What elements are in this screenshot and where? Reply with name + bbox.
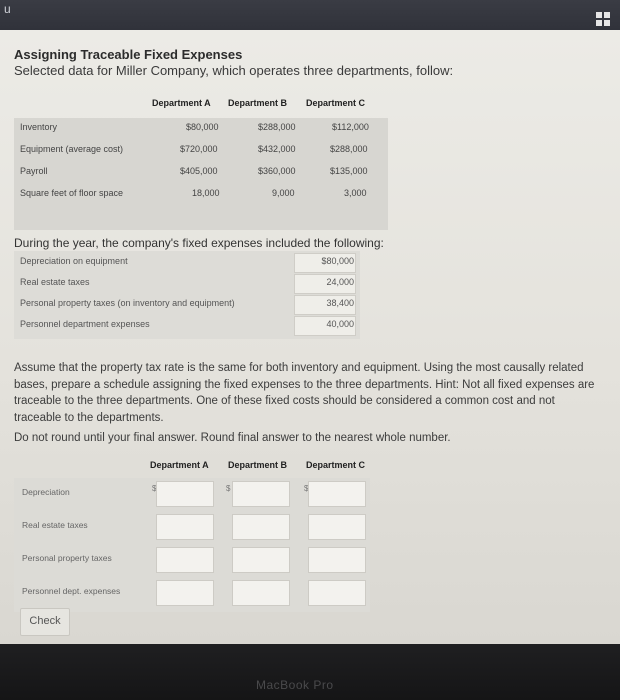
data-table-header [14,94,388,114]
expense-label: Real estate taxes [20,277,90,287]
cell-value: $288,000 [330,144,368,154]
dollar-sign: $ [226,484,231,493]
answer-row-personal-property-taxes [14,544,370,577]
expense-value: 40,000 [326,319,354,329]
ans-col-header-dept-a: Department A [150,460,209,470]
dollar-sign: $ [304,484,309,493]
cell-value: $288,000 [258,122,296,132]
answer-row-label: Real estate taxes [22,520,88,530]
answer-table-header [150,458,390,474]
expense-row [14,294,360,315]
ans-col-header-dept-c: Department C [306,460,366,470]
cell-value: $360,000 [258,166,296,176]
answer-row-depreciation [14,478,370,511]
expense-label: Personnel department expenses [20,319,150,329]
browser-top-bar [0,0,620,30]
cell-value: 3,000 [344,188,367,198]
cell-value: $135,000 [330,166,368,176]
device-brand-label: MacBook Pro [256,678,334,692]
ans-col-header-dept-b: Department B [228,460,288,470]
personal-property-taxes-dept-c-input[interactable] [308,547,366,573]
check-button[interactable]: Check [20,608,70,636]
table-row [14,184,388,206]
answer-row-label: Depreciation [22,487,70,497]
laptop-bezel [0,644,620,700]
personal-property-taxes-dept-b-input[interactable] [232,547,290,573]
real-estate-taxes-dept-b-input[interactable] [232,514,290,540]
answer-row-label: Personal property taxes [22,553,112,563]
rounding-note: Do not round until your final answer. Round final answer to the nearest whole number. [14,432,451,444]
answer-row-label: Personnel dept. expenses [22,586,121,596]
answer-row-real-estate-taxes [14,511,370,544]
depreciation-dept-a-input[interactable] [156,481,214,507]
expense-value: $80,000 [321,256,354,266]
expense-row [14,315,360,336]
table-row [14,140,388,162]
personal-property-taxes-dept-a-input[interactable] [156,547,214,573]
apps-grid-icon[interactable] [596,12,610,26]
personnel-expenses-dept-c-input[interactable] [308,580,366,606]
dollar-sign: $ [152,484,157,493]
cell-value: $80,000 [186,122,219,132]
expenses-intro: During the year, the company's fixed expenses included the following: [14,236,384,250]
worksheet-page [0,30,620,644]
answer-row-personnel-expenses [14,577,370,610]
answer-table [14,478,370,612]
cell-value: $432,000 [258,144,296,154]
depreciation-dept-c-input[interactable] [308,481,366,507]
depreciation-dept-b-input[interactable] [232,481,290,507]
table-row [14,118,388,140]
data-table [14,118,388,230]
page-title: Assigning Traceable Fixed Expenses [14,47,243,62]
real-estate-taxes-dept-c-input[interactable] [308,514,366,540]
expense-row [14,252,360,273]
cell-value: 9,000 [272,188,295,198]
col-header-dept-a: Department A [152,98,211,108]
cell-value: $112,000 [332,122,369,132]
real-estate-taxes-dept-a-input[interactable] [156,514,214,540]
corner-glyph: u [4,2,11,16]
expense-value: 24,000 [326,277,354,287]
cell-value: $720,000 [180,144,218,154]
col-header-dept-b: Department B [228,98,288,108]
cell-value: 18,000 [192,188,220,198]
row-label: Equipment (average cost) [20,144,124,154]
instructions-text: Assume that the property tax rate is the same for both inventory and equipment. Using the most causally related bases, prepare a schedule assigning the fixed expenses to the three departments. Hint: Not all fixed expenses are traceable to the three departments. One of these fixed costs should be considered a common cost and not traceable to the departments. [14,362,595,424]
personnel-expenses-dept-a-input[interactable] [156,580,214,606]
expenses-table [14,251,360,339]
expense-label: Depreciation on equipment [20,256,128,266]
row-label: Square feet of floor space [20,188,124,198]
table-row [14,162,388,184]
cell-value: $405,000 [180,166,218,176]
page-subtitle: Selected data for Miller Company, which operates three departments, follow: [14,63,454,78]
expense-row [14,273,360,294]
expense-value: 38,400 [326,298,354,308]
personnel-expenses-dept-b-input[interactable] [232,580,290,606]
row-label: Inventory [20,122,58,132]
col-header-dept-c: Department C [306,98,366,108]
row-label: Payroll [20,166,48,176]
expense-label: Personal property taxes (on inventory and equipment) [20,298,235,308]
